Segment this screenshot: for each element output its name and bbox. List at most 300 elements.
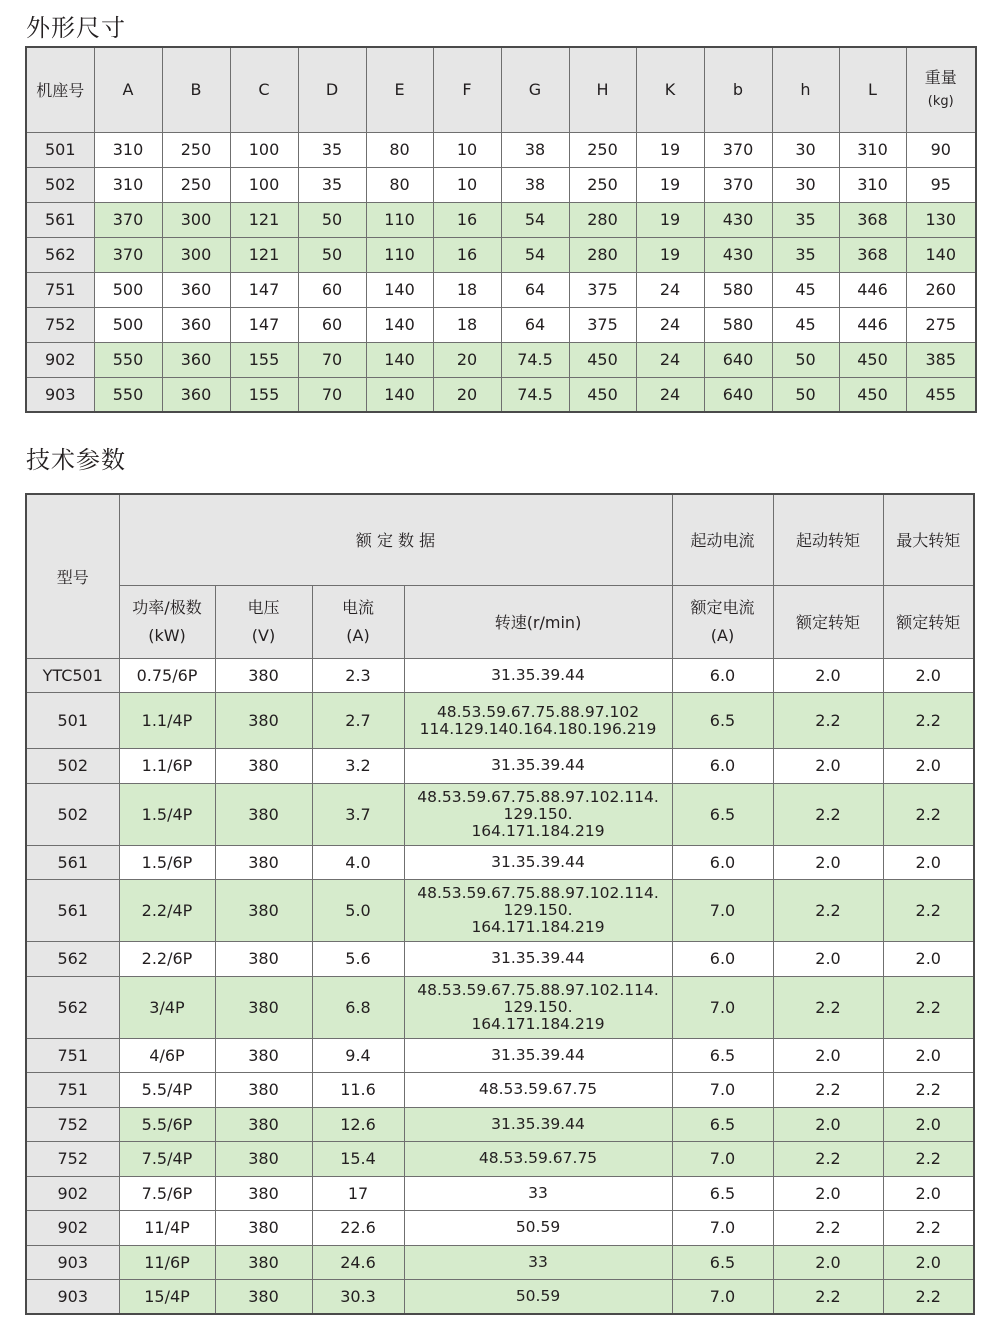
table-row bbox=[26, 202, 976, 237]
start-current-cell: 6.5 bbox=[672, 1245, 773, 1280]
frame-cell: 561 bbox=[26, 202, 94, 237]
start-current-cell: 6.5 bbox=[672, 783, 773, 845]
table-cell: 280 bbox=[569, 237, 636, 272]
start-current-cell: 6.5 bbox=[672, 1107, 773, 1142]
start-torque-cell: 2.2 bbox=[773, 880, 883, 942]
speed-line: 48.53.59.67.75 bbox=[478, 1149, 598, 1168]
current-cell: 4.0 bbox=[312, 845, 404, 880]
table-row bbox=[26, 1073, 974, 1108]
table-cell: 580 bbox=[704, 307, 772, 342]
table-cell: 375 bbox=[569, 307, 636, 342]
speed-line: 31.35.39.44 bbox=[491, 852, 585, 871]
speed-cell bbox=[404, 1211, 672, 1246]
table-cell: 385 bbox=[906, 342, 976, 377]
speed-line: 48.53.59.67.75.88.97.102.114. bbox=[417, 787, 659, 806]
start-torque-cell: 2.2 bbox=[773, 976, 883, 1038]
power-cell: 7.5/6P bbox=[119, 1176, 215, 1211]
start-torque-cell: 2.0 bbox=[773, 845, 883, 880]
speed-cell bbox=[404, 1176, 672, 1211]
table-cell: 45 bbox=[772, 307, 839, 342]
start-torque-cell: 2.2 bbox=[773, 1211, 883, 1246]
table-cell: 80 bbox=[366, 167, 433, 202]
speed-cell bbox=[404, 976, 672, 1038]
table-cell: 250 bbox=[569, 167, 636, 202]
table-row bbox=[26, 342, 976, 377]
max-torque-cell: 2.0 bbox=[883, 658, 974, 693]
start-current-cell: 7.0 bbox=[672, 1211, 773, 1246]
table-cell: 90 bbox=[906, 132, 976, 167]
table-row bbox=[26, 1245, 974, 1280]
dim-header-frame: 机座号 bbox=[26, 47, 94, 132]
speed-cell bbox=[404, 1245, 672, 1280]
table-cell: 360 bbox=[162, 377, 230, 412]
max-torque-cell: 2.0 bbox=[883, 845, 974, 880]
table-cell: 64 bbox=[501, 307, 569, 342]
model-cell: 902 bbox=[26, 1211, 119, 1246]
speed-cell bbox=[404, 1142, 672, 1177]
voltage-cell: 380 bbox=[215, 693, 312, 749]
table-cell: 30 bbox=[772, 132, 839, 167]
max-torque-cell: 2.2 bbox=[883, 1073, 974, 1108]
power-cell: 2.2/4P bbox=[119, 880, 215, 942]
speed-line: 48.53.59.67.75 bbox=[478, 1080, 598, 1099]
speed-cell bbox=[404, 1107, 672, 1142]
model-cell: 903 bbox=[26, 1245, 119, 1280]
current-cell: 9.4 bbox=[312, 1038, 404, 1073]
voltage-header: 电压 (V) bbox=[215, 585, 312, 658]
table-row bbox=[26, 1211, 974, 1246]
max-torque-cell: 2.2 bbox=[883, 976, 974, 1038]
table-cell: 450 bbox=[839, 342, 906, 377]
start-current-cell: 6.0 bbox=[672, 845, 773, 880]
start-current-cell: 6.0 bbox=[672, 942, 773, 977]
speed-cell bbox=[404, 942, 672, 977]
table-cell: 19 bbox=[636, 167, 704, 202]
speed-line: 31.35.39.44 bbox=[491, 756, 585, 775]
table-row bbox=[26, 1142, 974, 1177]
table-cell: 450 bbox=[839, 377, 906, 412]
dim-header-A: A bbox=[94, 47, 162, 132]
model-cell: 752 bbox=[26, 1142, 119, 1177]
table-row bbox=[26, 1176, 974, 1211]
table-cell: 38 bbox=[501, 132, 569, 167]
current-cell: 5.6 bbox=[312, 942, 404, 977]
table-cell: 155 bbox=[230, 377, 298, 412]
table-cell: 140 bbox=[906, 237, 976, 272]
table-cell: 580 bbox=[704, 272, 772, 307]
table-cell: 121 bbox=[230, 202, 298, 237]
speed-header: 转速(r/min) bbox=[404, 585, 672, 658]
table-cell: 500 bbox=[94, 272, 162, 307]
current-cell: 5.0 bbox=[312, 880, 404, 942]
voltage-cell: 380 bbox=[215, 1107, 312, 1142]
table-cell: 446 bbox=[839, 272, 906, 307]
table-row bbox=[26, 783, 974, 845]
table-row bbox=[26, 167, 976, 202]
dimensions-title: 外形尺寸 bbox=[26, 14, 126, 42]
start-torque-cell: 2.2 bbox=[773, 783, 883, 845]
table-cell: 147 bbox=[230, 272, 298, 307]
table-cell: 455 bbox=[906, 377, 976, 412]
rated-data-header: 额 定 数 据 bbox=[119, 494, 672, 585]
table-cell: 260 bbox=[906, 272, 976, 307]
table-cell: 370 bbox=[94, 202, 162, 237]
model-cell: 561 bbox=[26, 880, 119, 942]
table-cell: 54 bbox=[501, 202, 569, 237]
table-cell: 310 bbox=[94, 167, 162, 202]
frame-cell: 752 bbox=[26, 307, 94, 342]
table-cell: 45 bbox=[772, 272, 839, 307]
model-cell: 751 bbox=[26, 1073, 119, 1108]
model-cell: 562 bbox=[26, 942, 119, 977]
table-cell: 640 bbox=[704, 342, 772, 377]
start-torque-cell: 2.2 bbox=[773, 1073, 883, 1108]
start-current-cell: 6.0 bbox=[672, 658, 773, 693]
dim-header-K: K bbox=[636, 47, 704, 132]
model-cell: 502 bbox=[26, 749, 119, 784]
rated-current-header: 额定电流 (A) bbox=[672, 585, 773, 658]
table-cell: 430 bbox=[704, 202, 772, 237]
table-cell: 140 bbox=[366, 342, 433, 377]
table-cell: 100 bbox=[230, 167, 298, 202]
table-cell: 19 bbox=[636, 132, 704, 167]
voltage-cell: 380 bbox=[215, 1211, 312, 1246]
frame-cell: 902 bbox=[26, 342, 94, 377]
table-cell: 74.5 bbox=[501, 342, 569, 377]
speed-line: 31.35.39.44 bbox=[491, 665, 585, 684]
start-current-header: 起动电流 bbox=[672, 494, 773, 585]
table-cell: 64 bbox=[501, 272, 569, 307]
speed-cell bbox=[404, 1038, 672, 1073]
table-cell: 430 bbox=[704, 237, 772, 272]
table-row bbox=[26, 693, 974, 749]
table-cell: 35 bbox=[772, 202, 839, 237]
dim-header-b: b bbox=[704, 47, 772, 132]
start-torque-cell: 2.0 bbox=[773, 1107, 883, 1142]
max-torque-cell: 2.2 bbox=[883, 783, 974, 845]
voltage-cell: 380 bbox=[215, 749, 312, 784]
table-cell: 250 bbox=[569, 132, 636, 167]
frame-cell: 562 bbox=[26, 237, 94, 272]
table-row bbox=[26, 1107, 974, 1142]
table-cell: 35 bbox=[772, 237, 839, 272]
current-cell: 2.3 bbox=[312, 658, 404, 693]
dim-header-D: D bbox=[298, 47, 366, 132]
model-cell: 502 bbox=[26, 783, 119, 845]
table-cell: 360 bbox=[162, 272, 230, 307]
table-row bbox=[26, 1038, 974, 1073]
power-cell: 7.5/4P bbox=[119, 1142, 215, 1177]
speed-line: 31.35.39.44 bbox=[491, 1114, 585, 1133]
dim-header-B: B bbox=[162, 47, 230, 132]
table-row bbox=[26, 880, 974, 942]
table-cell: 20 bbox=[433, 342, 501, 377]
table-cell: 450 bbox=[569, 377, 636, 412]
table-cell: 54 bbox=[501, 237, 569, 272]
power-cell: 1.1/4P bbox=[119, 693, 215, 749]
table-cell: 310 bbox=[839, 132, 906, 167]
table-cell: 375 bbox=[569, 272, 636, 307]
table-cell: 140 bbox=[366, 272, 433, 307]
rated-torque-header-2: 额定转矩 bbox=[883, 585, 974, 658]
table-cell: 24 bbox=[636, 307, 704, 342]
table-cell: 370 bbox=[94, 237, 162, 272]
max-torque-cell: 2.0 bbox=[883, 1176, 974, 1211]
table-cell: 368 bbox=[839, 237, 906, 272]
max-torque-cell: 2.0 bbox=[883, 1245, 974, 1280]
model-cell: 903 bbox=[26, 1280, 119, 1315]
speed-line: 50.59 bbox=[515, 1287, 561, 1305]
start-current-cell: 7.0 bbox=[672, 880, 773, 942]
speed-line: 48.53.59.67.75.88.97.102.114. bbox=[417, 884, 659, 902]
current-cell: 6.8 bbox=[312, 976, 404, 1038]
table-cell: 100 bbox=[230, 132, 298, 167]
speed-line: 33 bbox=[528, 1183, 548, 1202]
table-cell: 24 bbox=[636, 377, 704, 412]
current-cell: 3.2 bbox=[312, 749, 404, 784]
dim-header-G: G bbox=[501, 47, 569, 132]
current-header: 电流 (A) bbox=[312, 585, 404, 658]
table-cell: 18 bbox=[433, 272, 501, 307]
model-cell: 902 bbox=[26, 1176, 119, 1211]
table-cell: 550 bbox=[94, 342, 162, 377]
table-row bbox=[26, 237, 976, 272]
max-torque-cell: 2.2 bbox=[883, 1142, 974, 1177]
max-torque-cell: 2.0 bbox=[883, 942, 974, 977]
rated-torque-header: 额定转矩 bbox=[773, 585, 883, 658]
speed-line: 114.129.140.164.180.196.219 bbox=[419, 719, 657, 738]
table-row bbox=[26, 658, 974, 693]
speed-cell bbox=[404, 845, 672, 880]
frame-cell: 751 bbox=[26, 272, 94, 307]
table-cell: 300 bbox=[162, 202, 230, 237]
tech-title: 技术参数 bbox=[26, 446, 126, 474]
frame-cell: 903 bbox=[26, 377, 94, 412]
table-cell: 16 bbox=[433, 202, 501, 237]
dimensions-table bbox=[25, 46, 977, 413]
speed-cell bbox=[404, 658, 672, 693]
dim-header-F: F bbox=[433, 47, 501, 132]
speed-cell bbox=[404, 1280, 672, 1315]
start-torque-cell: 2.2 bbox=[773, 1280, 883, 1315]
speed-line: 48.53.59.67.75.88.97.102 bbox=[436, 702, 640, 721]
table-cell: 19 bbox=[636, 202, 704, 237]
speed-line: 164.171.184.219 bbox=[471, 918, 605, 936]
current-cell: 12.6 bbox=[312, 1107, 404, 1142]
table-cell: 20 bbox=[433, 377, 501, 412]
dim-header-C: C bbox=[230, 47, 298, 132]
start-torque-cell: 2.0 bbox=[773, 942, 883, 977]
power-cell: 5.5/6P bbox=[119, 1107, 215, 1142]
table-cell: 446 bbox=[839, 307, 906, 342]
voltage-cell: 380 bbox=[215, 1280, 312, 1315]
power-cell: 3/4P bbox=[119, 976, 215, 1038]
current-cell: 24.6 bbox=[312, 1245, 404, 1280]
start-torque-cell: 2.0 bbox=[773, 749, 883, 784]
voltage-cell: 380 bbox=[215, 783, 312, 845]
speed-cell bbox=[404, 693, 672, 749]
start-current-cell: 7.0 bbox=[672, 1142, 773, 1177]
dim-header-H: H bbox=[569, 47, 636, 132]
start-current-cell: 7.0 bbox=[672, 976, 773, 1038]
table-cell: 60 bbox=[298, 307, 366, 342]
power-cell: 1.5/4P bbox=[119, 783, 215, 845]
max-torque-cell: 2.2 bbox=[883, 1280, 974, 1315]
table-cell: 95 bbox=[906, 167, 976, 202]
table-cell: 280 bbox=[569, 202, 636, 237]
table-row bbox=[26, 272, 976, 307]
voltage-cell: 380 bbox=[215, 845, 312, 880]
table-cell: 250 bbox=[162, 132, 230, 167]
table-cell: 368 bbox=[839, 202, 906, 237]
table-cell: 310 bbox=[94, 132, 162, 167]
table-cell: 310 bbox=[839, 167, 906, 202]
current-cell: 17 bbox=[312, 1176, 404, 1211]
table-cell: 140 bbox=[366, 377, 433, 412]
table-cell: 50 bbox=[298, 202, 366, 237]
table-row bbox=[26, 749, 974, 784]
speed-line: 50.59 bbox=[515, 1218, 561, 1237]
power-header: 功率/极数 (kW) bbox=[119, 585, 215, 658]
power-cell: 2.2/6P bbox=[119, 942, 215, 977]
table-cell: 74.5 bbox=[501, 377, 569, 412]
table-cell: 50 bbox=[772, 342, 839, 377]
table-cell: 30 bbox=[772, 167, 839, 202]
start-current-cell: 7.0 bbox=[672, 1073, 773, 1108]
speed-cell bbox=[404, 749, 672, 784]
speed-cell bbox=[404, 783, 672, 845]
max-torque-cell: 2.0 bbox=[883, 1107, 974, 1142]
model-cell: 752 bbox=[26, 1107, 119, 1142]
current-cell: 22.6 bbox=[312, 1211, 404, 1246]
table-cell: 370 bbox=[704, 167, 772, 202]
voltage-cell: 380 bbox=[215, 1245, 312, 1280]
start-current-cell: 7.0 bbox=[672, 1280, 773, 1315]
table-cell: 35 bbox=[298, 167, 366, 202]
power-cell: 5.5/4P bbox=[119, 1073, 215, 1108]
speed-line: 129.150. bbox=[503, 997, 573, 1016]
power-cell: 1.1/6P bbox=[119, 749, 215, 784]
start-torque-cell: 2.0 bbox=[773, 658, 883, 693]
table-cell: 550 bbox=[94, 377, 162, 412]
table-cell: 10 bbox=[433, 132, 501, 167]
voltage-cell: 380 bbox=[215, 658, 312, 693]
table-cell: 147 bbox=[230, 307, 298, 342]
dim-header-E: E bbox=[366, 47, 433, 132]
table-cell: 35 bbox=[298, 132, 366, 167]
model-header: 型号 bbox=[26, 494, 119, 658]
power-cell: 11/6P bbox=[119, 1245, 215, 1280]
start-torque-cell: 2.0 bbox=[773, 1245, 883, 1280]
power-cell: 4/6P bbox=[119, 1038, 215, 1073]
speed-line: 164.171.184.219 bbox=[471, 821, 605, 840]
table-cell: 130 bbox=[906, 202, 976, 237]
tech-table bbox=[25, 493, 975, 1315]
table-cell: 360 bbox=[162, 342, 230, 377]
current-cell: 11.6 bbox=[312, 1073, 404, 1108]
dim-header-h: h bbox=[772, 47, 839, 132]
current-cell: 30.3 bbox=[312, 1280, 404, 1315]
dim-header-weight: 重量 (kg) bbox=[906, 47, 976, 132]
model-cell: 751 bbox=[26, 1038, 119, 1073]
model-cell: YTC501 bbox=[26, 658, 119, 693]
table-cell: 10 bbox=[433, 167, 501, 202]
table-row bbox=[26, 942, 974, 977]
max-torque-cell: 2.2 bbox=[883, 880, 974, 942]
voltage-cell: 380 bbox=[215, 942, 312, 977]
frame-cell: 502 bbox=[26, 167, 94, 202]
table-cell: 250 bbox=[162, 167, 230, 202]
speed-line: 129.150. bbox=[503, 804, 573, 823]
table-row bbox=[26, 377, 976, 412]
table-cell: 19 bbox=[636, 237, 704, 272]
table-cell: 70 bbox=[298, 342, 366, 377]
table-cell: 80 bbox=[366, 132, 433, 167]
max-torque-cell: 2.0 bbox=[883, 749, 974, 784]
power-cell: 15/4P bbox=[119, 1280, 215, 1315]
voltage-cell: 380 bbox=[215, 880, 312, 942]
table-cell: 140 bbox=[366, 307, 433, 342]
table-row bbox=[26, 845, 974, 880]
table-cell: 70 bbox=[298, 377, 366, 412]
speed-cell bbox=[404, 880, 672, 942]
table-cell: 50 bbox=[772, 377, 839, 412]
start-current-cell: 6.0 bbox=[672, 749, 773, 784]
dimensions-header-row bbox=[26, 47, 976, 132]
table-cell: 640 bbox=[704, 377, 772, 412]
start-current-cell: 6.5 bbox=[672, 1038, 773, 1073]
voltage-cell: 380 bbox=[215, 1176, 312, 1211]
max-torque-header: 最大转矩 bbox=[883, 494, 974, 585]
current-cell: 3.7 bbox=[312, 783, 404, 845]
table-cell: 155 bbox=[230, 342, 298, 377]
table-row bbox=[26, 1280, 974, 1315]
table-cell: 24 bbox=[636, 272, 704, 307]
table-row bbox=[26, 132, 976, 167]
speed-line: 31.35.39.44 bbox=[491, 1045, 585, 1064]
speed-line: 129.150. bbox=[503, 901, 573, 919]
speed-line: 48.53.59.67.75.88.97.102.114. bbox=[417, 980, 659, 999]
model-cell: 561 bbox=[26, 845, 119, 880]
voltage-cell: 380 bbox=[215, 1038, 312, 1073]
table-cell: 370 bbox=[704, 132, 772, 167]
start-torque-cell: 2.0 bbox=[773, 1176, 883, 1211]
start-torque-cell: 2.2 bbox=[773, 1142, 883, 1177]
voltage-cell: 380 bbox=[215, 1073, 312, 1108]
model-cell: 562 bbox=[26, 976, 119, 1038]
table-cell: 360 bbox=[162, 307, 230, 342]
max-torque-cell: 2.0 bbox=[883, 1038, 974, 1073]
start-torque-header: 起动转矩 bbox=[773, 494, 883, 585]
power-cell: 1.5/6P bbox=[119, 845, 215, 880]
power-cell: 0.75/6P bbox=[119, 658, 215, 693]
voltage-cell: 380 bbox=[215, 976, 312, 1038]
power-cell: 11/4P bbox=[119, 1211, 215, 1246]
table-cell: 60 bbox=[298, 272, 366, 307]
table-cell: 121 bbox=[230, 237, 298, 272]
table-row bbox=[26, 307, 976, 342]
table-cell: 16 bbox=[433, 237, 501, 272]
max-torque-cell: 2.2 bbox=[883, 1211, 974, 1246]
model-cell: 501 bbox=[26, 693, 119, 749]
table-cell: 38 bbox=[501, 167, 569, 202]
table-cell: 110 bbox=[366, 202, 433, 237]
table-cell: 275 bbox=[906, 307, 976, 342]
speed-line: 33 bbox=[528, 1252, 548, 1271]
table-cell: 24 bbox=[636, 342, 704, 377]
voltage-cell: 380 bbox=[215, 1142, 312, 1177]
table-cell: 450 bbox=[569, 342, 636, 377]
